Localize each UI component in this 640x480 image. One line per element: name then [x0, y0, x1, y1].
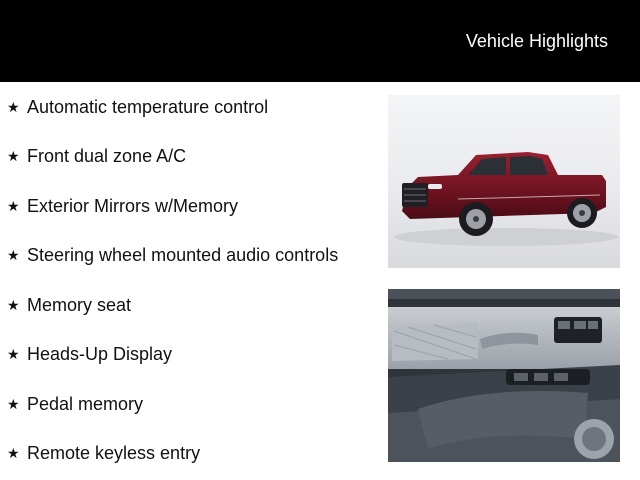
star-icon: ★	[7, 396, 20, 412]
feature-label: Front dual zone A/C	[27, 146, 187, 166]
truck-exterior-photo	[388, 95, 620, 268]
door-panel-illustration	[388, 289, 620, 462]
feature-item-steering-wheel-audio-controls	[7, 243, 338, 267]
feature-label: Exterior Mirrors w/Memory	[27, 196, 239, 216]
feature-item-remote-keyless-entry	[7, 441, 200, 465]
feature-label: Heads-Up Display	[27, 344, 173, 364]
star-icon: ★	[7, 297, 20, 313]
star-icon: ★	[7, 445, 20, 461]
feature-label: Remote keyless entry	[27, 443, 201, 463]
feature-item-memory-seat	[7, 293, 131, 317]
feature-label: Automatic temperature control	[27, 97, 269, 117]
star-icon: ★	[7, 247, 20, 263]
page-title: Vehicle Highlights	[465, 31, 608, 51]
feature-item-automatic-temperature-control	[7, 95, 268, 119]
feature-item-exterior-mirrors-memory	[7, 194, 238, 218]
feature-item-heads-up-display	[7, 342, 172, 366]
feature-item-pedal-memory	[7, 392, 143, 416]
star-icon: ★	[7, 198, 20, 214]
feature-label: Steering wheel mounted audio controls	[27, 245, 339, 265]
header-bar	[0, 0, 640, 82]
feature-item-front-dual-zone-ac	[7, 144, 186, 168]
feature-list	[0, 82, 380, 480]
feature-label: Pedal memory	[27, 394, 144, 414]
pickup-truck-illustration	[388, 95, 620, 268]
star-icon: ★	[7, 99, 20, 115]
star-icon: ★	[7, 148, 20, 164]
star-icon: ★	[7, 346, 20, 362]
door-panel-photo	[388, 289, 620, 462]
feature-label: Memory seat	[27, 295, 132, 315]
